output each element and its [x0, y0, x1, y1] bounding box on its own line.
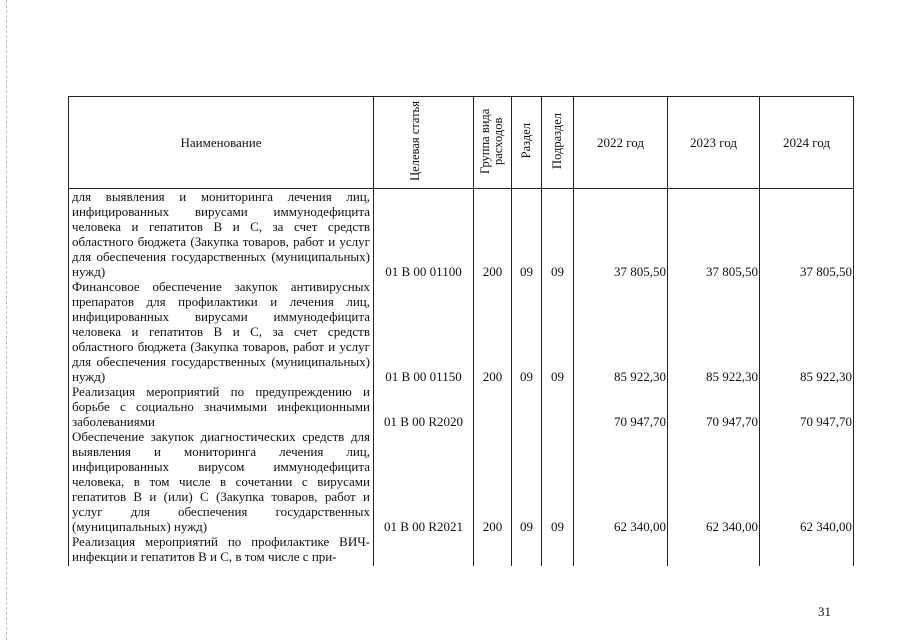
table-row	[69, 534, 854, 566]
cell-subsection	[542, 384, 574, 429]
cell-section	[512, 534, 542, 566]
cell-group	[474, 534, 512, 566]
table-row	[69, 429, 854, 534]
cell-section	[512, 384, 542, 429]
cell-y2023: 85 922,30	[668, 279, 760, 384]
cell-subsection	[542, 534, 574, 566]
budget-table-container	[68, 96, 853, 566]
cell-section: 09	[512, 189, 542, 280]
cell-y2022: 37 805,50	[574, 189, 668, 280]
cell-name: Реализация мероприятий по предупреждению и борьбе с социально значимыми инфекционными заболеваниями	[69, 384, 374, 429]
cell-y2022: 85 922,30	[574, 279, 668, 384]
cell-y2024: 85 922,30	[760, 279, 854, 384]
table-header-row	[69, 97, 854, 189]
cell-target: 01 В 00 R2020	[374, 384, 474, 429]
cell-y2023: 62 340,00	[668, 429, 760, 534]
budget-table	[68, 96, 854, 566]
cell-group	[474, 384, 512, 429]
header-2022: 2022 год	[574, 97, 668, 189]
header-target: Целевая статья	[374, 97, 474, 189]
cell-y2023	[668, 534, 760, 566]
cell-y2023: 70 947,70	[668, 384, 760, 429]
header-2024: 2024 год	[760, 97, 854, 189]
cell-group: 200	[474, 429, 512, 534]
cell-y2022: 62 340,00	[574, 429, 668, 534]
cell-name: Обеспечение закупок диагностических средств для выявления и мониторинга лечения лиц, инфицированных вирусом иммунодефицита человека, в том числе в сочетании с вирусами гепатитов B и (или) C (Закупка товаров, работ и услуг для обеспечения государственных (муниципальных) нужд)	[69, 429, 374, 534]
header-2023: 2023 год	[668, 97, 760, 189]
cell-y2022	[574, 534, 668, 566]
header-subsection: Подраздел	[542, 97, 574, 189]
page-edge-line	[6, 0, 7, 640]
cell-y2024: 62 340,00	[760, 429, 854, 534]
cell-subsection: 09	[542, 279, 574, 384]
header-name: Наименование	[69, 97, 374, 189]
cell-name: для выявления и мониторинга лечения лиц, инфицированных вирусами иммунодефицита человека и гепатитов B и C, за счет средств областного бюджета (Закупка товаров, работ и услуг для обеспечения государственных (муниципальных) нужд)	[69, 189, 374, 280]
table-row	[69, 279, 854, 384]
table-row	[69, 189, 854, 280]
cell-target: 01 В 00 R2021	[374, 429, 474, 534]
cell-name: Финансовое обеспечение закупок антивирусных препаратов для профилактики и лечения лиц, инфицированных вирусами иммунодефицита человека и гепатитов B и C, за счет средств областного бюджета (Закупка товаров, работ и услуг для обеспечения государственных (муниципальных) нужд)	[69, 279, 374, 384]
cell-group: 200	[474, 189, 512, 280]
cell-y2024: 70 947,70	[760, 384, 854, 429]
cell-y2024: 37 805,50	[760, 189, 854, 280]
header-section: Раздел	[512, 97, 542, 189]
cell-target: 01 В 00 01100	[374, 189, 474, 280]
table-row	[69, 384, 854, 429]
cell-group: 200	[474, 279, 512, 384]
cell-section: 09	[512, 279, 542, 384]
cell-y2022: 70 947,70	[574, 384, 668, 429]
header-group: Группа вида расходов	[474, 97, 512, 189]
cell-y2023: 37 805,50	[668, 189, 760, 280]
cell-subsection: 09	[542, 429, 574, 534]
page-number: 31	[818, 604, 831, 619]
cell-name: Реализация мероприятий по профилактике ВИЧ-инфекции и гепатитов B и C, в том числе с при-	[69, 534, 374, 566]
cell-target	[374, 534, 474, 566]
cell-y2024	[760, 534, 854, 566]
cell-section: 09	[512, 429, 542, 534]
cell-subsection: 09	[542, 189, 574, 280]
cell-target: 01 В 00 01150	[374, 279, 474, 384]
